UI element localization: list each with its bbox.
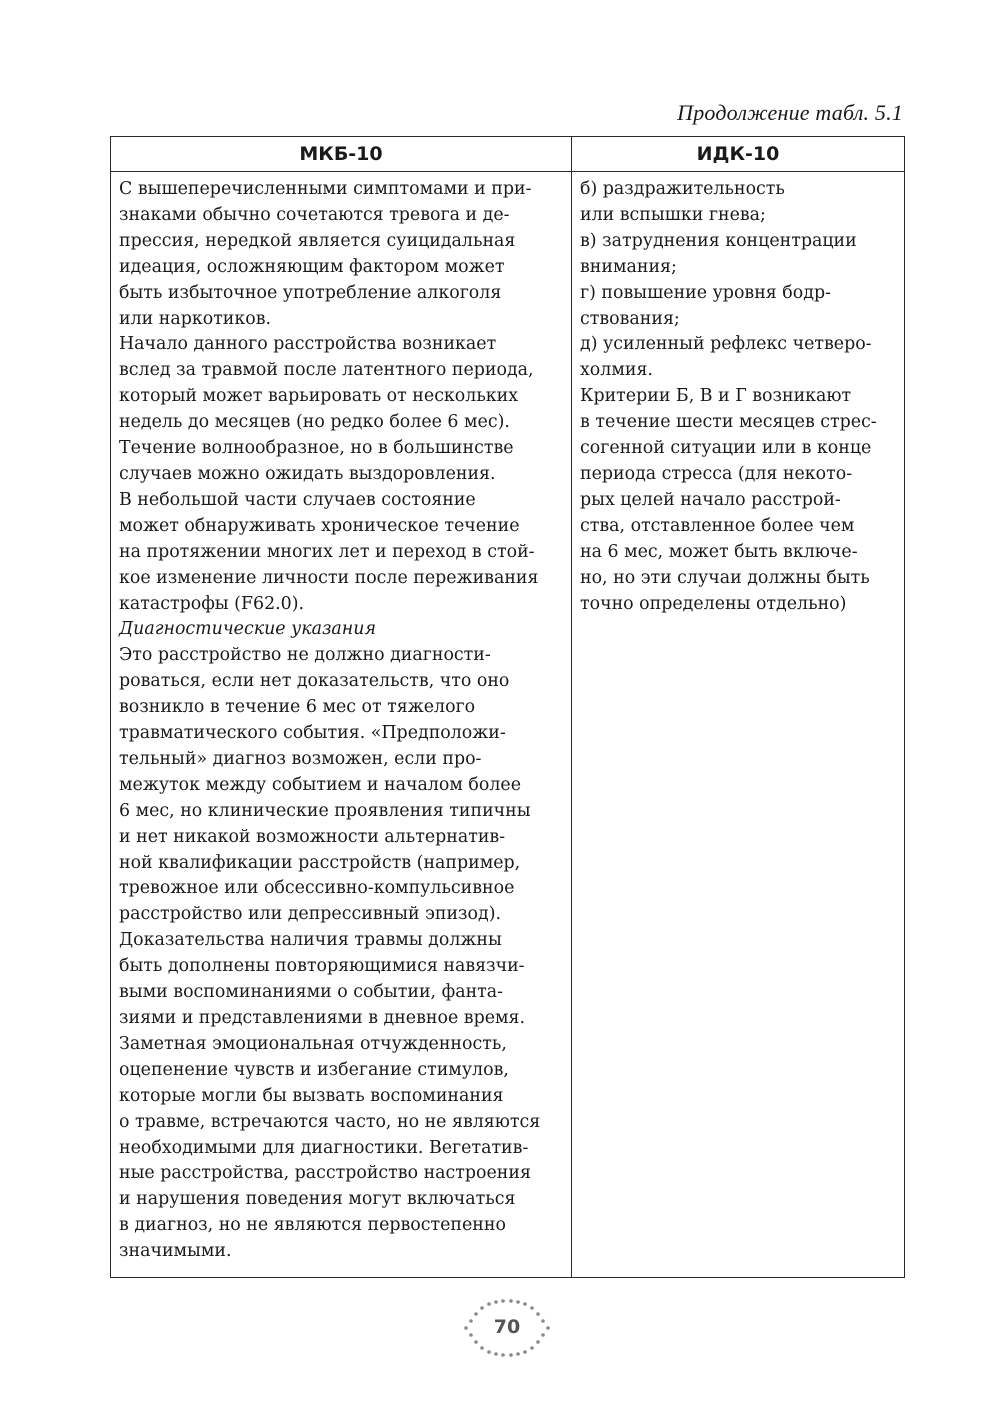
text-line: рых целей начало расстрой- [580, 489, 841, 510]
text-line: в течение шести месяцев стрес- [580, 412, 877, 433]
text-line: о травме, встречаются часто, но не являются [119, 1111, 541, 1132]
text-line: тельный» диагноз возможен, если про- [119, 748, 482, 769]
header-idk10: ИДК-10 [572, 137, 905, 172]
text-line: ства, отставленное более чем [580, 515, 855, 536]
text-line: вслед за травмой после латентного периода, [119, 360, 534, 381]
text-line: холмия. [580, 360, 653, 381]
text-line: точно определены отдельно) [580, 593, 847, 614]
text-line: случаев можно ожидать выздоровления. [119, 463, 496, 484]
text-line: и нет никакой возможности альтернатив- [119, 826, 506, 847]
text-line: Доказательства наличия травмы должны [119, 930, 502, 951]
text-line: катастрофы (F62.0). [119, 593, 305, 614]
text-line: на 6 мес, может быть включе- [580, 541, 858, 562]
text-line: С вышеперечисленными симптомами и при- [119, 179, 532, 199]
text-line: тревожное или обсессивно-компульсивное [119, 878, 515, 899]
text-line: недель до месяцев (но редко более 6 мес). [119, 412, 510, 433]
text-line: б) раздражительность [580, 179, 785, 199]
text-line: быть избыточное употребление алкоголя [119, 282, 502, 303]
text-line: или вспышки гнева; [580, 204, 766, 225]
text-line: быть дополнены повторяющимися навязчи- [119, 956, 525, 977]
text-line: на протяжении многих лет и переход в стой- [119, 541, 535, 562]
text-line: д) усиленный рефлекс четверо- [580, 334, 872, 355]
text-line: идеация, осложняющим фактором может [119, 256, 505, 277]
text-line: кое изменение личности после переживания [119, 567, 539, 588]
text-line: или наркотиков. [119, 308, 272, 329]
text-line: Начало данного расстройства возникает [119, 334, 497, 355]
text-line: роваться, если нет доказательств, что оно [119, 671, 510, 692]
text-line: но, но эти случаи должны быть [580, 567, 870, 588]
text-line: ные расстройства, расстройство настроения [119, 1163, 531, 1184]
mkb10-cell [111, 172, 572, 1278]
page-number-badge [462, 1298, 552, 1358]
comparison-table [110, 136, 905, 1278]
text-line: которые могли бы вызвать воспоминания [119, 1085, 504, 1106]
text-line: в диагноз, но не являются первостепенно [119, 1215, 506, 1236]
text-line: необходимыми для диагностики. Вегетатив- [119, 1137, 529, 1158]
text-line: Заметная эмоциональная отчужденность, [119, 1033, 507, 1054]
text-line: который может варьировать от нескольких [119, 386, 519, 407]
text-line: ной квалификации расстройств (например, [119, 852, 521, 873]
header-mkb10: МКБ-10 [111, 137, 572, 172]
text-line: прессия, нередкой является суицидальная [119, 230, 516, 251]
text-line: Критерии Б, В и Г возникают [580, 386, 852, 407]
text-line: возникло в течение 6 мес от тяжелого [119, 697, 476, 718]
text-line: и нарушения поведения могут включаться [119, 1189, 516, 1210]
text-line: согенной ситуации или в конце [580, 438, 872, 459]
text-line: Это расстройство не должно диагности- [119, 645, 491, 666]
idk10-cell [572, 172, 905, 1278]
table-row [111, 172, 905, 1278]
text-line: травматического события. «Предположи- [119, 723, 506, 744]
text-line: расстройство или депрессивный эпизод). [119, 904, 502, 925]
text-line: оцепенение чувств и избегание стимулов, [119, 1059, 509, 1080]
text-line: периода стресса (для некото- [580, 463, 853, 484]
diagnostic-guidelines-heading: Диагностические указания [119, 619, 376, 640]
text-line: выми воспоминаниями о событии, фанта- [119, 982, 504, 1003]
text-line: знаками обычно сочетаются тревога и де- [119, 204, 510, 225]
text-line: ствования; [580, 308, 680, 329]
text-line: 6 мес, но клинические проявления типичны [119, 800, 531, 821]
text-line: в) затруднения концентрации [580, 230, 857, 251]
text-line: может обнаруживать хроническое течение [119, 515, 520, 536]
text-line: значимыми. [119, 1241, 232, 1262]
text-line: межуток между событием и началом более [119, 774, 521, 795]
text-line: зиями и представлениями в дневное время. [119, 1008, 526, 1028]
page-number: 70 [493, 1316, 521, 1338]
table-caption: Продолжение табл. 5.1 [677, 100, 903, 125]
text-line: Течение волнообразное, но в большинстве [119, 438, 514, 459]
text-line: г) повышение уровня бодр- [580, 282, 831, 303]
text-line: В небольшой части случаев состояние [119, 489, 476, 510]
table-header-row [111, 137, 905, 172]
text-line: внимания; [580, 256, 677, 277]
